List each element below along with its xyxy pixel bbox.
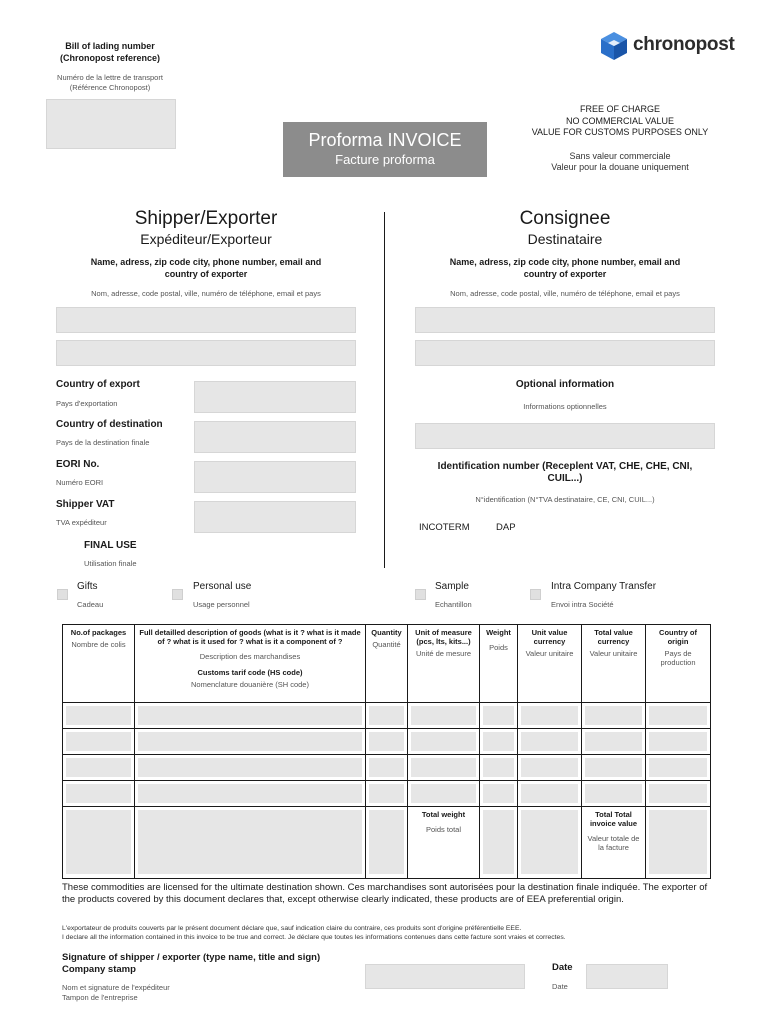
country-export-field[interactable]: [194, 381, 356, 413]
header-total-value: Total value currency Valeur unitaire: [582, 625, 646, 703]
license-statement: These commodities are licensed for the ultimate destination shown. Ces marchandises sont autorisées pour la destination finale indiquée. The exporter of the products covered by this document declares that, except otherwise clearly indicated, these products are of EEA preferential origin.: [62, 882, 708, 905]
description-cell[interactable]: [138, 784, 362, 803]
country-destination-field[interactable]: [194, 421, 356, 453]
identification-label-fr: N°identification (N°TVA destinataire, CE, CNI, CUIL...): [475, 495, 655, 504]
weight-cell[interactable]: [483, 706, 514, 725]
quantity-cell[interactable]: [369, 732, 404, 751]
country-export-label: Country of export: [56, 379, 140, 390]
header-quantity: Quantity Quantité: [366, 625, 408, 703]
table-totals-row: [63, 807, 711, 879]
eori-label: EORI No.: [56, 459, 100, 470]
shipper-description: Name, adress, zip code city, phone number, email and country of exporter: [90, 257, 322, 279]
description-cell[interactable]: [138, 810, 362, 874]
goods-table: [62, 624, 711, 879]
shipper-description-fr: Nom, adresse, code postal, ville, numéro de téléphone, email et pays: [91, 289, 321, 298]
gifts-label: Gifts: [77, 581, 98, 592]
country-origin-cell[interactable]: [649, 758, 707, 777]
unit-measure-cell[interactable]: [411, 706, 476, 725]
weight-cell[interactable]: [483, 758, 514, 777]
chronopost-cube-icon: [600, 31, 628, 61]
shipper-vat-label: Shipper VAT: [56, 499, 115, 510]
optional-info-field[interactable]: [415, 423, 715, 449]
total-value-cell[interactable]: [585, 784, 642, 803]
logo-text: chronopost: [633, 34, 735, 55]
unit-measure-cell[interactable]: [411, 758, 476, 777]
sample-checkbox[interactable]: [415, 589, 426, 600]
bol-title: Bill of lading number (Chronopost reference): [59, 41, 160, 63]
country-destination-label: Country of destination: [56, 419, 163, 430]
packages-cell[interactable]: [66, 732, 131, 751]
description-cell[interactable]: [138, 706, 362, 725]
unit-measure-cell[interactable]: [411, 784, 476, 803]
eori-field[interactable]: [194, 461, 356, 493]
total-weight-label-cell: Total weight Poids total: [408, 807, 480, 879]
incoterm-label: INCOTERM: [419, 522, 470, 533]
final-use-label: FINAL USE: [84, 540, 137, 551]
shipper-address-field-2[interactable]: [56, 340, 356, 366]
personal-use-label: Personal use: [193, 581, 252, 592]
table-row: [63, 703, 711, 729]
identification-label: Identification number (Receplent VAT, CHE, CHE, CNI, CUIL...): [437, 461, 693, 484]
shipper-vat-label-fr: TVA expéditeur: [56, 518, 107, 527]
quantity-cell[interactable]: [369, 810, 404, 874]
table-row: [63, 755, 711, 781]
personal-use-checkbox[interactable]: [172, 589, 183, 600]
unit-value-cell[interactable]: [521, 784, 578, 803]
packages-cell[interactable]: [66, 810, 131, 874]
bol-number-field[interactable]: [46, 99, 176, 149]
packages-cell[interactable]: [66, 784, 131, 803]
total-value-cell[interactable]: [585, 758, 642, 777]
weight-cell[interactable]: [483, 784, 514, 803]
invoice-subtitle: Facture proforma: [335, 152, 435, 167]
quantity-cell[interactable]: [369, 784, 404, 803]
sample-label: Sample: [435, 581, 469, 592]
bol-subtitle: Numéro de la lettre de transport (Référence Chronopost): [57, 73, 163, 92]
packages-cell[interactable]: [66, 758, 131, 777]
description-cell[interactable]: [138, 758, 362, 777]
gifts-label-fr: Cadeau: [77, 600, 104, 609]
signature-field[interactable]: [365, 964, 525, 989]
header-country-origin: Country of origin Pays de production: [646, 625, 711, 703]
consignee-address-field-1[interactable]: [415, 307, 715, 333]
consignee-heading: Consignee Destinataire: [519, 208, 611, 247]
sample-label-fr: Echantillon: [435, 600, 472, 609]
consignee-description-fr: Nom, adresse, code postal, ville, numéro de téléphone, email et pays: [450, 289, 680, 298]
unit-value-cell[interactable]: [521, 732, 578, 751]
intra-company-label-fr: Envoi intra Société: [551, 600, 614, 609]
quantity-cell[interactable]: [369, 706, 404, 725]
incoterm-value: DAP: [496, 522, 516, 533]
total-invoice-value-field[interactable]: [649, 810, 707, 874]
total-invoice-label-cell: Total Total invoice value Valeur totale de la facture: [582, 807, 646, 879]
weight-cell[interactable]: [483, 732, 514, 751]
chronopost-logo: [600, 30, 740, 62]
table-header-row: [63, 625, 711, 703]
optional-info-label-fr: Informations optionnelles: [523, 402, 607, 411]
signature-label-fr: Nom et signature de l'expéditeur Tampon de l'entreprise: [62, 983, 170, 1002]
header-packages: No.of packages Nombre de colis: [63, 625, 135, 703]
table-row: [63, 781, 711, 807]
intra-company-checkbox[interactable]: [530, 589, 541, 600]
country-destination-label-fr: Pays de la destination finale: [56, 438, 150, 447]
packages-cell[interactable]: [66, 706, 131, 725]
invoice-title: Proforma INVOICE: [308, 130, 462, 150]
license-statement-fr: L'exportateur de produits couverts par le présent document déclare que, sauf indication claire du contraire, ces produits sont d'origine préférentielle EEE. I declare all the information contained in this invoice to be true and correct. Je déclare que toutes les informations contenues dans cette facture sont vraies et correctes.: [62, 925, 566, 941]
country-origin-cell[interactable]: [649, 732, 707, 751]
total-weight-field[interactable]: [483, 810, 514, 874]
quantity-cell[interactable]: [369, 758, 404, 777]
personal-use-label-fr: Usage personnel: [193, 600, 250, 609]
eori-label-fr: Numéro EORI: [56, 478, 104, 487]
table-row: [63, 729, 711, 755]
column-divider: [384, 212, 385, 568]
date-label: Date: [552, 962, 573, 973]
shipper-vat-field[interactable]: [194, 501, 356, 533]
unit-value-cell[interactable]: [521, 706, 578, 725]
date-label-fr: Date: [552, 982, 568, 991]
optional-info-label: Optional information: [515, 379, 615, 390]
shipper-heading: Shipper/Exporter Expéditeur/Exporteur: [134, 208, 278, 247]
total-value-cell[interactable]: [585, 706, 642, 725]
header-unit-measure: Unit of measure (pcs, lts, kits...) Unité de mesure: [408, 625, 480, 703]
unit-value-cell[interactable]: [521, 810, 578, 874]
shipper-address-field-1[interactable]: [56, 307, 356, 333]
description-cell[interactable]: [138, 732, 362, 751]
gifts-checkbox[interactable]: [57, 589, 68, 600]
invoice-title-box: [283, 122, 487, 177]
signature-label: Signature of shipper / exporter (type name, title and sign) Company stamp: [62, 952, 321, 975]
date-field[interactable]: [586, 964, 668, 989]
header-weight: Weight Poids: [480, 625, 518, 703]
free-of-charge-note: FREE OF CHARGE NO COMMERCIAL VALUE VALUE FOR CUSTOMS PURPOSES ONLY Sans valeur commerciale Valeur pour la douane uniquement: [531, 104, 709, 172]
header-description: Full detailled description of goods (what is it ? what is it made of ? what is it used for ? what is it a component of ? Description des marchandises Customs tarif code (HS code) Nomenclature douanière (SH code): [135, 625, 366, 703]
intra-company-label: Intra Company Transfer: [551, 581, 657, 592]
header-unit-value: Unit value currency Valeur unitaire: [518, 625, 582, 703]
country-origin-cell[interactable]: [649, 706, 707, 725]
country-origin-cell[interactable]: [649, 784, 707, 803]
consignee-address-field-2[interactable]: [415, 340, 715, 366]
country-export-label-fr: Pays d'exportation: [56, 399, 118, 408]
unit-value-cell[interactable]: [521, 758, 578, 777]
final-use-label-fr: Utilisation finale: [84, 559, 137, 568]
consignee-description: Name, adress, zip code city, phone number, email and country of exporter: [449, 257, 681, 279]
total-value-cell[interactable]: [585, 732, 642, 751]
unit-measure-cell[interactable]: [411, 732, 476, 751]
